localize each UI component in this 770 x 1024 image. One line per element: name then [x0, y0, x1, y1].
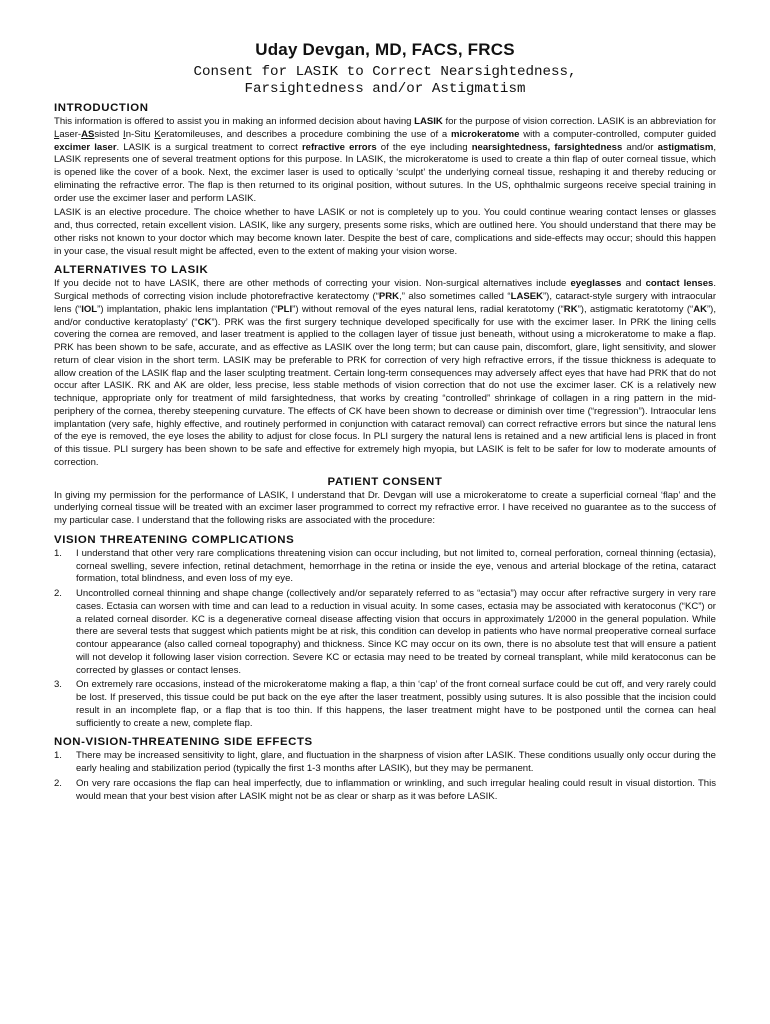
- list-item-number: 1.: [54, 750, 62, 762]
- list-item-text: I understand that other very rare complications threatening vision can occur including, but not limited to, corneal perforation, corneal thinning (ectasia), corneal swelling, severe infection, retinal detachment, hemorrhage in the retina or inside the eye, venous and arterial blockage of the retina, cataract formation, total blindness, and even loss of my eye.: [76, 547, 716, 585]
- list-item-text: On extremely rare occasions, instead of the microkeratome making a flap, a thin ‘cap’ of the front corneal surface could be cut off, and very rarely could be lost. If preserved, this tissue could be put back on the eye after the laser treatment, possibly using sutures. It is also possible that the incision could result in an incomplete flap, or a flap that is too thin. If this happens, the laser treatment might have to be postponed until the cornea can heal sufficiently to create a new, complete flap.: [76, 679, 716, 729]
- non-vision-threatening-heading: NON-VISION-THREATENING SIDE EFFECTS: [54, 736, 313, 749]
- list-item: [54, 679, 716, 730]
- patient-consent-paragraph: In giving my permission for the performance of LASIK, I understand that Dr. Devgan will use a microkeratome to create a superficial corneal ‘flap’ and the underlying corneal tissue will be treated with an excimer laser programmed to correct my refractive error. I have received no guarantee as to the success of my particular case. I understand that the following risks are associated with the procedure:: [54, 489, 716, 526]
- vision-threatening-list: [54, 548, 716, 731]
- document-title-line-1: Consent for LASIK to Correct Nearsightedness,: [193, 64, 577, 80]
- list-item: [54, 588, 716, 677]
- alternatives-paragraph: If you decide not to have LASIK, there are other methods of correcting your vision. Non-surgical alternatives include eyeglasses and contact lenses. Surgical methods of correcting vision include photorefractive keratectomy (“PRK,” also sometimes called “LASEK”), cataract-style surgery with intraocular lens (“IOL”) implantation, phakic lens implantation (“PLI”) without removal of the eyes natural lens, radial keratotomy (“RK”), astigmatic keratotomy (“AK”), and/or conductive keratoplasty’ (“CK”). PRK was the first surgery technique developed specifically for use with the excimer laser. In PRK the lining cells covering the cornea are removed, and laser treatment is applied to the collagen layer of tissue just beneath, without using a microkeratome to make a flap. PRK has been shown to be safe, accurate, and as effective as LASIK over the long term; but can cause pain, discomfort, glare, light sensitivity, and slower return of clear vision in the short term. LASIK may be preferable to PRK for correction of very high refractive errors, if the tissue thickness is adequate to allow creation of the LASIK flap and the laser sculpting treatment. Certain long-term consequences may adversely affect eyes that have had PRK that do not occur after LASIK. RK and AK are older, less precise, less stable methods of vision correction that do not use the excimer laser. CK is a relatively new technique, appropriate only for treatment of mild farsightedness, that works by creating “controlled” shrinkage of collagen in a ring pattern in the mid-periphery of the cornea, thereby steepening curvature. The effects of CK have been shown to decrease or diminish over time (“regression”). Intraocular lens implantation (very safe, highly effective, and routinely performed in conjunction with cataract removal) can correct refractive errors but since the natural lens of the eye is removed, the eye loses the ability to adjust for close focus. In PLI surgery the natural lens is retained and a new artificial lens is placed in front of this tissue. PLI surgery has been shown to be safe and effective for extremely high myopia, but LASIK is felt to be safer for low to moderate amounts of correction.: [54, 278, 717, 468]
- list-item-number: 3.: [54, 679, 62, 691]
- list-item: [54, 778, 716, 804]
- vision-threatening-heading: VISION THREATENING COMPLICATIONS: [54, 533, 295, 546]
- list-item: [54, 548, 716, 586]
- list-item-text: Uncontrolled corneal thinning and shape change (collectively and/or separately referred to as “ectasia”) may occur after refractive surgery in very rare cases. Ectasia can worsen with time and can lead to a reduction in visual acuity. In some cases, ectasia may be associated with keratoconus (“KC”) or a related corneal disorder. KC is a degenerative corneal disease affecting vision that occurs in approximately 1/2000 in the general population. While there are several tests that suggest which patients might be at risk, this condition can develop in patients who have normal preoperative corneal surface contour appearance (also called corneal topography) and thickness. Since KC may occur on its own, there is no absolute test that will ensure a patient will not develop it following laser vision correction. Severe KC or ectasia may need to be treated by corneal transplant, while mild keratoconus can be corrected by glasses or contact lenses.: [76, 588, 716, 676]
- list-item-text: On very rare occasions the flap can heal imperfectly, due to inflammation or wrinkling, and such irregular healing could result in visual distortion. This would mean that your best vision after LASIK might not be as clear or sharp as it was before LASIK.: [76, 777, 716, 802]
- introduction-paragraph-1: This information is offered to assist you in making an informed decision about having LASIK for the purpose of vision correction. LASIK is an abbreviation for Laser-ASsisted In-Situ Keratomileuses, and describes a procedure combining the use of a microkeratome with a computer-controlled, computer guided excimer laser. LASIK is a surgical treatment to correct refractive errors of the eye including nearsightedness, farsightedness and/or astigmatism, LASIK represents one of several treatment options for this purpose. In LASIK, the microkeratome is used to create a thin flap of outer corneal tissue, which is opened like the cover of a book. Next, the excimer laser is used to optically ‘sculpt’ the underlying corneal tissue, reshaping it and thereby reducing or eliminating the refractive error. The flap is then returned to its original position, without sutures. In the US, ophthalmic surgeons receive special training in order use the excimer laser and perform LASIK.: [54, 116, 716, 204]
- introduction-heading: INTRODUCTION: [54, 102, 149, 114]
- patient-consent-heading: PATIENT CONSENT: [327, 475, 443, 488]
- non-vision-threatening-list: [54, 750, 716, 803]
- list-item-number: 1.: [54, 547, 62, 559]
- alternatives-heading: ALTERNATIVES TO LASIK: [54, 264, 209, 277]
- list-item: [54, 750, 716, 776]
- list-item-number: 2.: [54, 588, 62, 599]
- doctor-name: Uday Devgan, MD, FACS, FRCS: [255, 40, 515, 59]
- document-title-line-2: Farsightedness and/or Astigmatism: [244, 81, 526, 97]
- list-item-number: 2.: [54, 777, 62, 789]
- list-item-text: There may be increased sensitivity to light, glare, and fluctuation in the sharpness of vision after LASIK. These conditions usually only occur during the early healing and stabilization period (typically the first 1-3 months after LASIK), but they may be permanent.: [76, 750, 716, 774]
- document-page: [54, 40, 716, 805]
- introduction-paragraph-2: LASIK is an elective procedure. The choice whether to have LASIK or not is completely up to you. You could continue wearing contact lenses or glasses and, thus corrected, retain excellent vision. LASIK, like any surgery, presents some risks, which are outlined here. You should understand that there may be other risks not known to your doctor which may become known later. Despite the best of care, complications and side-effects may occur; should this happen in your case, the visual result might be affected, even to the extent of making your vision worse.: [54, 207, 716, 257]
